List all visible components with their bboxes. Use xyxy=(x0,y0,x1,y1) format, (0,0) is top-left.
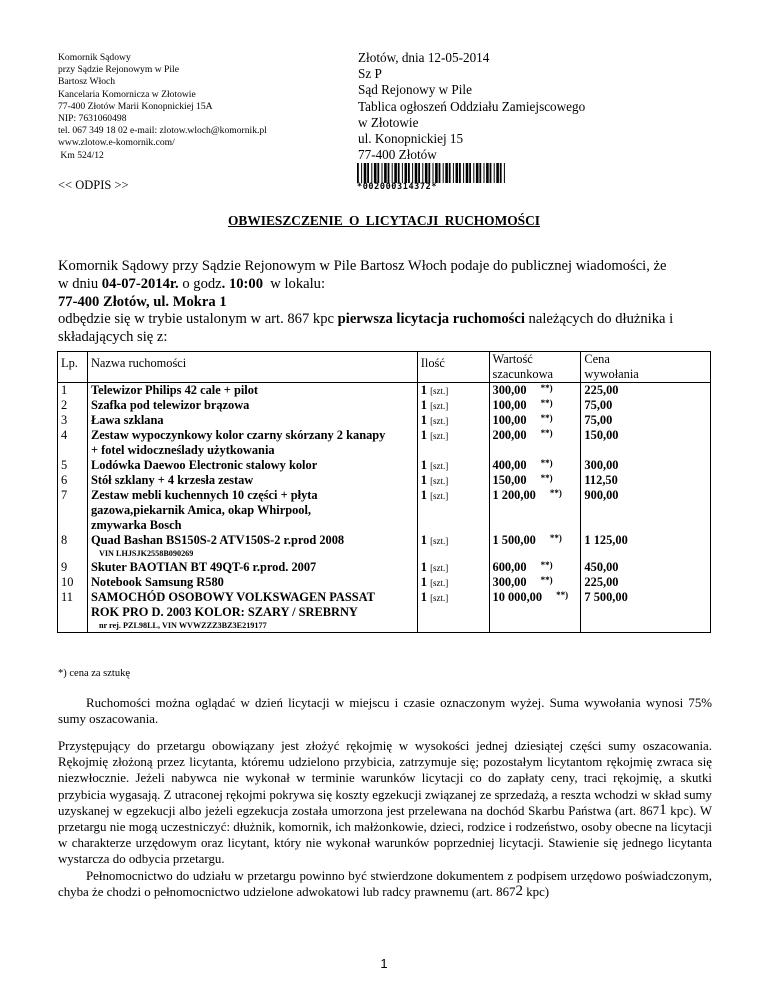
row-lp: 11 xyxy=(61,590,73,604)
row-name: Szafka pod telewizor brązowa xyxy=(90,398,250,412)
recipient-line: Sąd Rejonowy w Pile xyxy=(358,82,472,98)
column-value xyxy=(489,383,581,633)
barcode-bar xyxy=(394,163,397,183)
row-qty-unit: [szt.] xyxy=(430,431,449,441)
barcode-text: *002000314372* xyxy=(357,182,438,192)
row-value-mark: **) xyxy=(540,575,553,585)
header-value-line: Wartość xyxy=(492,352,533,366)
row-qty-value: 1 xyxy=(420,590,427,604)
row-value-amount: 200,00 xyxy=(492,428,527,442)
row-lp-spacer xyxy=(61,443,84,458)
row-price: 225,00 xyxy=(584,383,619,397)
auction-date: 04-07-2014r. xyxy=(101,275,179,292)
barcode-bar xyxy=(374,163,377,183)
intro-fragment: należących do dłużnika i xyxy=(524,311,674,328)
header-name: Nazwa ruchomości xyxy=(87,352,417,383)
row-value-mark: **) xyxy=(540,428,553,438)
row-value-spacer xyxy=(493,503,578,518)
row-price: 75,00 xyxy=(584,398,613,412)
barcode-bar xyxy=(484,163,485,183)
row-qty-unit: [szt.] xyxy=(430,536,449,546)
row-qty xyxy=(421,383,486,398)
barcode-bar xyxy=(439,163,441,183)
row-lp-spacer xyxy=(61,548,84,560)
row-qty-spacer xyxy=(421,503,486,518)
row-value-mark: **) xyxy=(556,590,569,600)
row-value-amount: 1 500,00 xyxy=(492,533,536,547)
row-qty-spacer xyxy=(421,518,486,533)
table-header-row xyxy=(58,352,711,383)
row-value-amount: 100,00 xyxy=(492,398,527,412)
auction-time: 10:00 xyxy=(225,275,263,292)
row-price: 900,00 xyxy=(584,488,619,502)
page-number: 1 xyxy=(380,956,388,971)
sender-address xyxy=(58,52,267,162)
column-lp xyxy=(58,383,88,633)
row-value-mark: **) xyxy=(540,398,553,408)
row-qty-spacer xyxy=(421,548,486,560)
recipient-address xyxy=(358,50,585,163)
barcode-bar xyxy=(494,163,495,183)
row-subtext: nr rej. PZL98LL, VIN WVWZZZ3BZ3E219177 xyxy=(98,621,267,630)
row-price: 7 500,00 xyxy=(584,590,628,604)
barcode-bars xyxy=(357,163,505,183)
sender-line: przy Sądzie Rejonowym w Pile xyxy=(58,64,179,76)
row-value-amount: 10 000,00 xyxy=(492,590,543,604)
case-number: Km 524/12 xyxy=(58,149,104,161)
row-price-spacer xyxy=(584,518,707,533)
header-price xyxy=(581,352,711,383)
row-value-mark: **) xyxy=(540,383,553,393)
row-name: zmywarka Bosch xyxy=(90,518,182,532)
barcode-bar xyxy=(500,163,502,183)
barcode-bar xyxy=(398,163,400,183)
row-name: Lodówka Daewoo Electronic stalowy kolor xyxy=(90,458,318,472)
intro-line: składających się z: xyxy=(58,329,168,346)
row-qty-value: 1 xyxy=(420,473,427,487)
row-qty xyxy=(421,533,486,548)
row-value-amount: 300,00 xyxy=(492,575,527,589)
row-lp-spacer xyxy=(61,503,84,518)
barcode-bar xyxy=(463,163,464,183)
footnote: *) cena za sztukę xyxy=(58,668,130,679)
row-value-spacer xyxy=(493,548,578,560)
recipient-line: 77-400 Złotów xyxy=(358,147,437,163)
paragraph-text xyxy=(58,738,712,868)
row-value xyxy=(493,413,578,428)
barcode-bar xyxy=(443,163,444,183)
sender-line: www.zlotow.e-komornik.com/ xyxy=(58,137,175,149)
row-value xyxy=(493,398,578,413)
row-name: Ława szklana xyxy=(90,413,164,427)
row-value xyxy=(493,560,578,575)
row-value xyxy=(493,458,578,473)
row-value-amount: 600,00 xyxy=(492,560,527,574)
header-value-line: szacunkowa xyxy=(492,367,554,381)
barcode-bar xyxy=(445,163,448,183)
row-price-spacer xyxy=(584,605,707,620)
barcode-bar xyxy=(486,163,489,183)
barcode-bar xyxy=(402,163,403,183)
row-value-mark: **) xyxy=(549,533,562,543)
viewing-info-paragraph xyxy=(58,695,712,727)
row-name: Skuter BAOTIAN BT 49QT-6 r.prod. 2007 xyxy=(90,560,317,574)
auction-address: 77-400 Złotów xyxy=(58,293,146,310)
barcode-bar xyxy=(371,163,372,183)
row-value-mark: **) xyxy=(540,413,553,423)
row-value xyxy=(493,383,578,398)
barcode-bar xyxy=(392,163,393,183)
row-value-amount: 150,00 xyxy=(492,473,527,487)
row-lp: 5 xyxy=(61,458,68,472)
barcode-bar xyxy=(357,163,359,183)
column-qty xyxy=(417,383,489,633)
intro-text xyxy=(58,258,726,347)
sender-line: tel. 067 349 18 02 e-mail: zlotow.wloch@komornik.pl xyxy=(58,125,267,137)
row-price-spacer xyxy=(584,548,707,560)
header-qty: Ilość xyxy=(417,352,489,383)
rules-paragraph xyxy=(58,738,712,900)
header-value xyxy=(489,352,581,383)
row-qty-unit: [szt.] xyxy=(430,491,449,501)
row-lp: 1 xyxy=(61,383,68,397)
row-lp-spacer xyxy=(61,620,84,632)
row-name: ROK PRO D. 2003 KOLOR: SZARY / SREBRNY xyxy=(90,605,358,619)
row-qty-value: 1 xyxy=(420,488,427,502)
row-lp: 9 xyxy=(61,560,68,574)
row-value xyxy=(493,590,578,605)
barcode-bar xyxy=(449,163,451,183)
header-price-line: wywołania xyxy=(584,367,639,381)
row-lp: 10 xyxy=(61,575,74,589)
barcode-bar xyxy=(377,163,379,183)
barcode-bar xyxy=(433,163,434,183)
row-value-spacer xyxy=(493,620,578,632)
recipient-line: Tablica ogłoszeń Oddziału Zamiejscowego xyxy=(358,98,586,114)
row-qty-value: 1 xyxy=(420,413,427,427)
row-lp: 6 xyxy=(61,473,68,487)
barcode-bar xyxy=(388,163,390,183)
barcode-bar xyxy=(453,163,454,183)
paragraph-text: Ruchomości można oglądać w dzień licytacji w miejscu i czasie oznaczonym wyżej. Suma wywołania wynosi 75% sumy oszacowania. xyxy=(58,696,712,727)
barcode-bar xyxy=(418,163,420,183)
barcode-bar xyxy=(415,163,418,183)
row-qty-value: 1 xyxy=(420,575,427,589)
intro-fragment: odbędzie się w trybie ustalonym w art. 867 kpc xyxy=(58,311,338,328)
row-qty xyxy=(421,413,486,428)
row-qty-value: 1 xyxy=(420,458,427,472)
row-subtext: VIN LHJSJK2558B090269 xyxy=(98,549,194,558)
barcode-bar xyxy=(435,163,438,183)
row-value-amount: 1 200,00 xyxy=(492,488,536,502)
recipient-line: Sz P xyxy=(358,66,382,82)
row-lp-spacer xyxy=(61,605,84,620)
row-price: 150,00 xyxy=(584,428,619,442)
row-name: Zestaw wypoczynkowy kolor czarny skórzany 2 kanapy xyxy=(90,428,386,442)
barcode-bar xyxy=(490,163,492,183)
row-name: Notebook Samsung R580 xyxy=(90,575,224,589)
barcode-bar xyxy=(504,163,505,183)
auction-type: pierwsza licytacja ruchomości xyxy=(337,311,525,328)
row-qty-value: 1 xyxy=(420,428,427,442)
sender-line: NIP: 7631060498 xyxy=(58,113,127,125)
table-body-row xyxy=(58,383,711,633)
row-price-spacer xyxy=(584,503,707,518)
row-qty-value: 1 xyxy=(420,398,427,412)
row-price: 300,00 xyxy=(584,458,619,472)
barcode-bar xyxy=(405,163,408,183)
row-qty-value: 1 xyxy=(420,560,427,574)
row-qty xyxy=(421,458,486,473)
row-name: SAMOCHÓD OSOBOWY VOLKSWAGEN PASSAT xyxy=(90,590,375,604)
row-value-mark: **) xyxy=(549,488,562,498)
row-qty-value: 1 xyxy=(420,383,427,397)
recipient-line: w Złotowie xyxy=(358,114,419,130)
row-qty xyxy=(421,488,486,503)
copy-marker: << ODPIS >> xyxy=(58,178,129,192)
barcode-bar xyxy=(466,163,469,183)
intro-fragment: w dniu xyxy=(58,275,102,292)
row-value-amount: 100,00 xyxy=(492,413,527,427)
intro-line xyxy=(58,276,726,294)
recipient-line: ul. Konopnickiej 15 xyxy=(358,131,464,147)
row-qty-spacer xyxy=(421,605,486,620)
barcode-bar xyxy=(384,163,387,183)
row-lp: 2 xyxy=(61,398,68,412)
paragraph-fragment: Przystępujący do przetargu obowiązany jest złożyć rękojmię w wysokości jednej dziesiątej części sumy oszacowania. Rękojmię złożoną przez licytanta, któremu udzielono przybicia, zatrzymuje się; pozostałym licytantom rękojmię zwraca się niezwłocznie. Jeżeli nabywca nie wykonał w terminie warunków licytacji co do zapłaty ceny, traci rękojmię, a skutki przybicia wygasają. Z utraconej rękojmi pokrywa się koszty egzekucji związanej ze sprzedażą, a reszta wchodzi w skład sumy uzyskanej w egzekucji albo jeżeli egzekucja została umorzona jest przelewana na dochód Skarbu Państwa (art. 867 xyxy=(58,739,712,818)
barcode-bar xyxy=(469,163,471,183)
document-title: OBWIESZCZENIE O LICYTACJI RUCHOMOŚCI xyxy=(228,213,540,228)
sender-line: 77-400 Złotów Marii Konopnickiej 15A xyxy=(58,100,213,112)
row-qty-unit: [szt.] xyxy=(430,401,449,411)
row-qty-unit: [szt.] xyxy=(430,476,449,486)
row-qty-unit: [szt.] xyxy=(430,593,449,603)
row-value-mark: **) xyxy=(540,560,553,570)
intro-fragment: w lokalu: xyxy=(263,275,326,292)
row-name: Stół szklany + 4 krzesła zestaw xyxy=(90,473,254,487)
barcode-bar xyxy=(364,163,367,183)
row-price: 112,50 xyxy=(584,473,618,487)
article-superscript: 1 xyxy=(659,801,667,818)
row-name: Telewizor Philips 42 cale + pilot xyxy=(90,383,259,397)
paragraph-fragment: Pełnomocnictwo do udziału w przetargu powinno być stwierdzone dokumentem z podpisem urzędowo poświadczonym, chyba że chodzi o pełnomocnictwo udzielone adwokatowi lub radcy prawnemu (art. 867 xyxy=(58,868,712,899)
sender-line: Komornik Sądowy xyxy=(58,52,131,63)
row-value xyxy=(493,533,578,548)
column-name xyxy=(87,383,417,633)
row-price-spacer xyxy=(584,443,707,458)
row-qty xyxy=(421,428,486,443)
row-value-spacer xyxy=(493,518,578,533)
row-price: 450,00 xyxy=(584,560,619,574)
row-price: 225,00 xyxy=(584,575,619,589)
barcode-bar xyxy=(408,163,410,183)
row-qty xyxy=(421,560,486,575)
row-name: Zestaw mebli kuchennych 10 części + płyta xyxy=(90,488,318,502)
row-name: + fotel widocznеślady użytkowania xyxy=(90,443,275,457)
row-qty-value: 1 xyxy=(420,533,427,547)
row-lp: 8 xyxy=(61,533,68,547)
row-name: Quad Bashan BS150S-2 ATV150S-2 r.prod 2008 xyxy=(90,533,345,547)
paragraph-fragment: kpc) xyxy=(522,884,550,899)
row-qty-unit: [szt.] xyxy=(430,416,449,426)
barcode-bar xyxy=(382,163,383,183)
row-price-spacer xyxy=(584,620,707,632)
intro-line: Komornik Sądowy przy Sądzie Rejonowym w Pile Bartosz Włoch podaje do publicznej wiadomości, że xyxy=(58,258,667,274)
barcode-bar xyxy=(428,163,430,183)
items-table xyxy=(57,351,711,633)
row-qty-spacer xyxy=(421,443,486,458)
barcode-bar xyxy=(422,163,423,183)
sender-line: Kancelaria Komornicza w Złotowie xyxy=(58,88,196,100)
row-price: 75,00 xyxy=(584,413,613,427)
row-lp-spacer xyxy=(61,518,84,533)
intro-line xyxy=(58,311,726,329)
barcode-bar xyxy=(479,163,481,183)
header-price-line: Cena xyxy=(584,352,610,366)
row-name: gazowa,piekarnik Amica, okap Whirpool, xyxy=(90,503,312,517)
barcode-bar xyxy=(476,163,479,183)
barcode-bar xyxy=(361,163,362,183)
row-value-mark: **) xyxy=(540,473,553,483)
auction-address-street: , ul. Mokra 1 xyxy=(145,293,227,310)
barcode-bar xyxy=(473,163,474,183)
row-qty xyxy=(421,590,486,605)
intro-line xyxy=(58,294,726,312)
row-lp: 4 xyxy=(61,428,68,442)
barcode-bar xyxy=(496,163,499,183)
barcode-bar xyxy=(412,163,413,183)
barcode-bar xyxy=(456,163,459,183)
row-lp: 7 xyxy=(61,488,68,502)
row-qty xyxy=(421,575,486,590)
row-qty-spacer xyxy=(421,620,486,632)
row-lp: 3 xyxy=(61,413,68,427)
row-qty-unit: [szt.] xyxy=(430,386,449,396)
row-price: 1 125,00 xyxy=(584,533,628,547)
row-qty xyxy=(421,473,486,488)
row-qty xyxy=(421,398,486,413)
sender-line: Bartosz Włoch xyxy=(58,76,116,88)
barcode xyxy=(357,163,505,193)
row-qty-unit: [szt.] xyxy=(430,461,449,471)
row-value-amount: 300,00 xyxy=(492,383,527,397)
row-value-amount: 400,00 xyxy=(492,458,527,472)
barcode-bar xyxy=(459,163,461,183)
row-value xyxy=(493,488,578,503)
column-price xyxy=(581,383,711,633)
paragraph-text xyxy=(58,868,712,900)
barcode-bar xyxy=(425,163,428,183)
place-and-date: Złotów, dnia 12-05-2014 xyxy=(358,50,490,65)
row-qty-unit: [szt.] xyxy=(430,563,449,573)
row-value xyxy=(493,428,578,443)
intro-fragment: . xyxy=(221,275,226,292)
intro-fragment: o godz xyxy=(178,275,222,292)
paragraph-fragment: kpc). W przetargu nie mogą uczestniczyć: dłużnik, komornik, ich małżonkowie, dzieci, rodzice i rodzeństwo, osoby obecne na licytacji w charakterze urzędowym oraz licytant, który nie wykonał warunków poprzedniej licytacji. Stawienie się jednego licytanta wystarcza do odbycia przetargu. xyxy=(58,803,712,867)
row-qty-unit: [szt.] xyxy=(430,578,449,588)
article-superscript: 2 xyxy=(515,882,523,899)
row-value-spacer xyxy=(493,605,578,620)
row-value xyxy=(493,575,578,590)
row-value-spacer xyxy=(493,443,578,458)
row-value xyxy=(493,473,578,488)
row-value-mark: **) xyxy=(540,458,553,468)
header-lp: Lp. xyxy=(58,352,88,383)
barcode-bar xyxy=(367,163,369,183)
